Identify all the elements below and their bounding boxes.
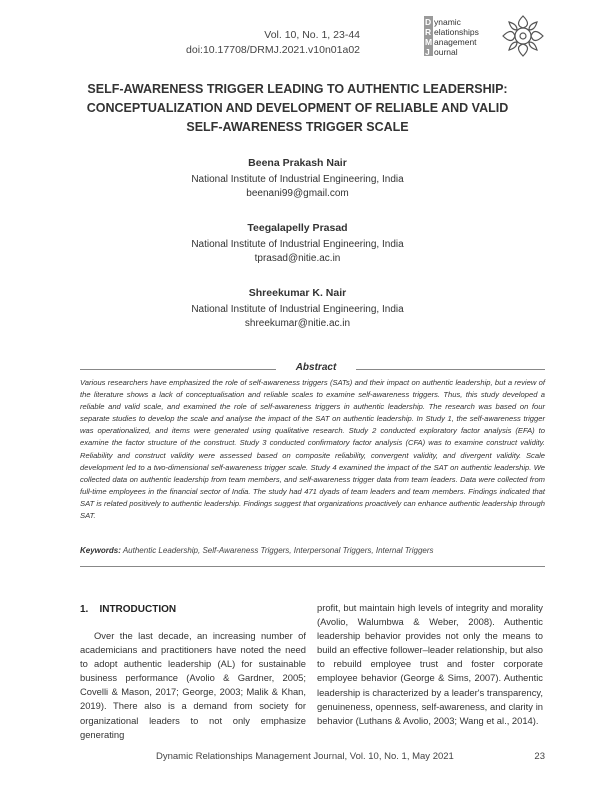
footer-journal: Dynamic Relationships Management Journal, Vol. 10, No. 1, May 2021: [156, 751, 454, 762]
paper-title: [60, 80, 535, 137]
title-line: SELF-AWARENESS TRIGGER LEADING TO AUTHENTIC LEADERSHIP:: [87, 82, 508, 96]
journal-seal-icon: [499, 12, 547, 60]
keywords-text: Authentic Leadership, Self-Awareness Triggers, Interpersonal Triggers, Internal Triggers: [122, 546, 434, 555]
author-block: [60, 221, 535, 266]
author-email[interactable]: shreekumar@nitie.ac.in: [244, 318, 351, 329]
author-affiliation: National Institute of Industrial Engineering, India: [191, 304, 404, 315]
volume-info: [186, 28, 360, 58]
abstract-heading-row: [80, 362, 545, 376]
author-block: [60, 156, 535, 201]
author-block: [60, 286, 535, 331]
volume-line: Vol. 10, No. 1, 23-44: [264, 29, 360, 41]
page-number: 23: [534, 751, 545, 762]
section-heading: 1. INTRODUCTION: [80, 604, 177, 615]
journal-logo: [424, 16, 496, 56]
abstract-text: Various researchers have emphasized the role of self-awareness triggers (SATs) and their impact on authentic leadership, but a review of the literature shows a lack of conceptualisation and reliable scales to examine self-awareness triggers. Thus, this study developed a reliable and valid scale, and examined the role of self-awareness triggers in authentic leadership. The research was based on four separate studies to develop the scale and analyse the impact of the SAT on authentic leadership. In Study 1, the self-awareness trigger was operationalized, and items were generated using qualitative research. Study 2 conducted exploratory factor analysis (EFA) to examine the factor structure of the construct. Study 3 conducted confirmatory factor analysis (CFA) was to examine construct validity. Reliability and construct validity were assessed based on composite reliability, convergent validity, and divergent validity. Scale development led to a two-dimensional self-awareness trigger scale. Study 4 examined the impact of the SAT on authentic leadership. We collected data on authentic leadership from team members, and self-awareness trigger data from team leaders. Data were collected from full-time employees in the financial sector of India. The study had 471 dyads of team leaders and team members. Findings indicated that SAT is related positively to authentic leadership. Findings suggest that organizations proactively can enhance authentic leadership through SAT.: [80, 378, 545, 521]
body-column-right: profit, but maintain high levels of integrity and morality (Avolio, Walumbwa & Weber, 2008). Authentic leadership behavior provides not only the means to build an effective follower–leader relationship, but also to rebuild employee trust and foster corporate employee behavior (George & Sims, 2007). Authentic leadership is characterized by a leader's transparency, genuineness, openness, self-awareness, and clarity in behavior (Luthans & Avolio, 2003; Wang et al., 2014).: [317, 602, 543, 726]
author-email[interactable]: tprasad@nitie.ac.in: [254, 253, 341, 264]
logo-text: D ynamic R elationships M anagement J ournal: [425, 17, 479, 57]
title-line: CONCEPTUALIZATION AND DEVELOPMENT OF RELIABLE AND VALID: [86, 101, 509, 115]
keywords-label: Keywords:: [80, 546, 121, 555]
divider: [80, 369, 276, 370]
title-line: SELF-AWARENESS TRIGGER SCALE: [186, 120, 409, 134]
divider: [80, 566, 545, 567]
author-name: Shreekumar K. Nair: [248, 287, 347, 299]
author-affiliation: National Institute of Industrial Engineering, India: [191, 239, 404, 250]
abstract-heading: Abstract: [295, 362, 337, 373]
author-name: Beena Prakash Nair: [248, 157, 347, 169]
author-name: Teegalapelly Prasad: [247, 222, 348, 234]
doi-line: doi:10.17708/DRMJ.2021.v10n01a02: [186, 44, 360, 56]
author-email[interactable]: beenani99@gmail.com: [246, 188, 349, 199]
author-affiliation: National Institute of Industrial Engineering, India: [191, 174, 404, 185]
keywords: [80, 546, 545, 555]
body-column-left: Over the last decade, an increasing number of academicians and practitioners have noted the need to adopt authentic leadership (AL) for sustainable business performance (Avolio & Gardner, 2005; Covelli & Mason, 2017; George, 2003; Malik & Khan, 2019). There also is a demand from society for organizational leaders to not only emphasize generating: [80, 630, 306, 740]
divider: [356, 369, 545, 370]
